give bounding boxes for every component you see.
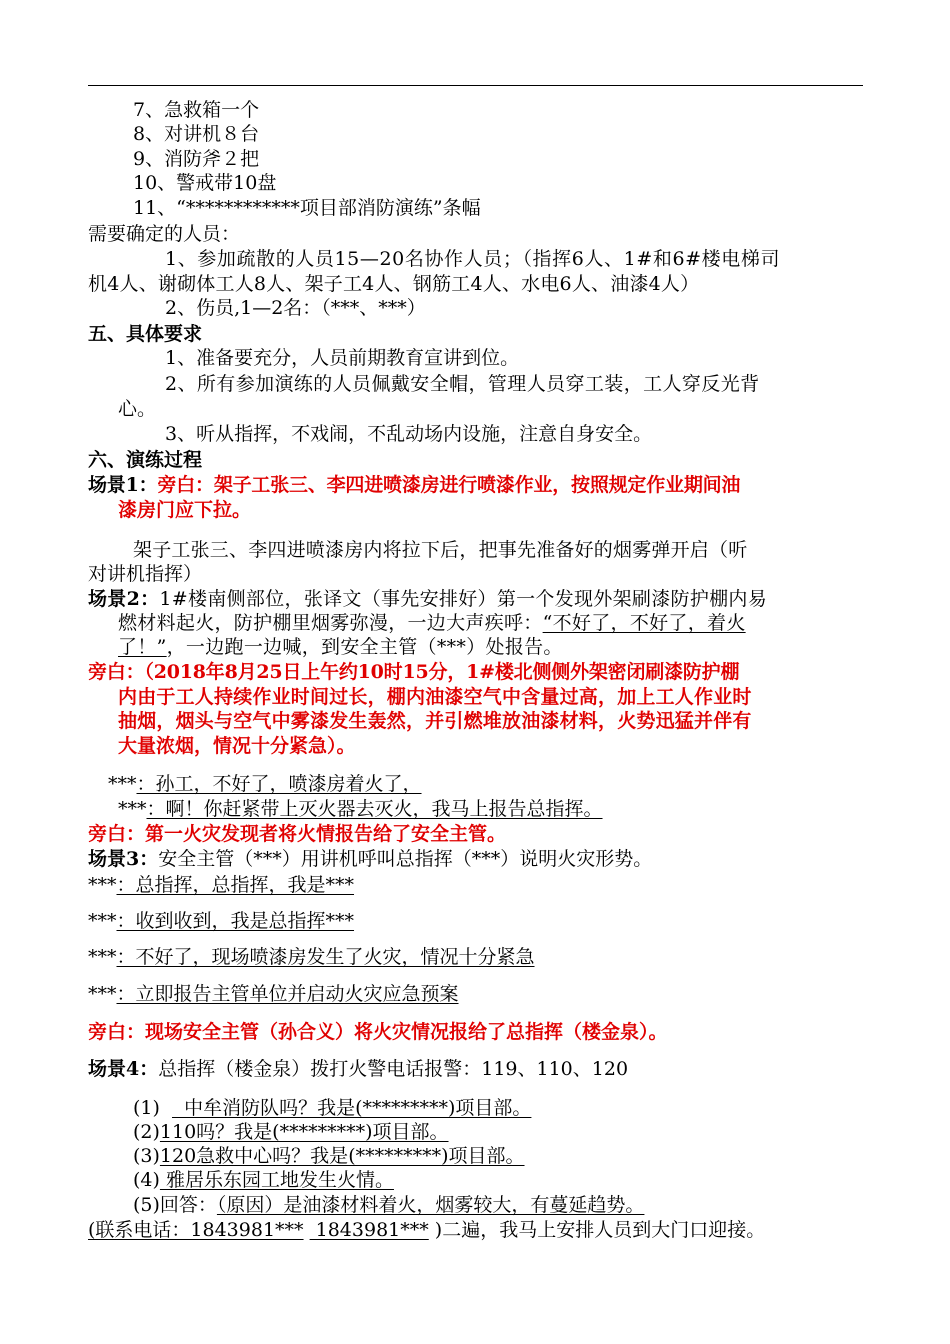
contact-phone: (联系电话：1843981*** (88, 1219, 304, 1241)
scene-4 (88, 1057, 628, 1081)
narration: 抽烟，烟头与空气中雾漆发生轰然，并引燃堆放油漆材料，火势迅猛并伴有 (118, 710, 752, 732)
requirement-item: 心。 (118, 398, 157, 420)
scene-text-part: 燃材料起火，防护棚里烟雾弥漫，一边大声疾呼： (118, 612, 543, 634)
narration: 旁白：（2018年8月25日上午约10时15分，1#楼北侧侧外架密闭刷漆防护棚 (88, 661, 740, 683)
call-number: (4) (133, 1169, 160, 1191)
call-number: (2) (133, 1121, 160, 1143)
section-title: 六、演练过程 (88, 449, 203, 471)
scene-text: 总指挥（楼金泉）拨打火警电话报警：119、110、120 (158, 1058, 629, 1080)
speaker: *** (88, 874, 117, 896)
contact-line (88, 1218, 765, 1242)
call-line (133, 1120, 449, 1144)
speaker: *** (88, 983, 117, 1005)
narration: 内由于工人持续作业时间过长，棚内油漆空气中含量过高，加上工人作业时 (118, 686, 752, 708)
narration: 旁白：第一火灾发现者将火情报告给了安全主管。 (88, 823, 507, 845)
call-text: 120急救中心吗？我是(*********)项目部。 (159, 1145, 525, 1167)
dialogue-text: ：不好了，现场喷漆房发生了火灾，情况十分紧急 (116, 946, 535, 968)
call-line (133, 1096, 531, 1120)
dialogue-text: ：啊！你赶紧带上灭火器去灭火，我马上报告总指挥。 (146, 798, 603, 820)
call-number: (3) (133, 1145, 160, 1167)
call-line (133, 1144, 525, 1168)
section-title: 五、具体要求 (88, 323, 203, 345)
scene-1 (88, 473, 740, 497)
personnel-line: 2、伤员,1—2名：（***、***） (165, 297, 426, 319)
requirement-item: 3、听从指挥，不戏闹，不乱动场内设施，注意自身安全。 (165, 423, 653, 445)
dialogue-line (88, 982, 459, 1006)
call-line (133, 1193, 644, 1217)
scene-3 (88, 847, 652, 871)
header-rule (88, 85, 863, 86)
list-item: 10、警戒带10盘 (133, 172, 277, 194)
scene-label: 场景1： (88, 474, 158, 496)
call-number: (5)回答： (133, 1194, 217, 1216)
scene-label: 场景3： (88, 848, 159, 870)
dialogue-line (88, 909, 354, 933)
speaker: *** (118, 798, 147, 820)
speaker: *** (108, 773, 137, 795)
list-item: 7、急救箱一个 (133, 99, 260, 121)
call-number: (1) (133, 1097, 160, 1119)
call-text: 110吗？我是(*********)项目部。 (159, 1121, 449, 1143)
scene-text-part: ，一边跑一边喊，到安全主管（***）处报告。 (166, 636, 563, 658)
scene-text (118, 611, 746, 635)
personnel-line: 1、参加疏散的人员15—20名协作人员；（指挥6人、1#和6#楼电梯司 (165, 248, 781, 270)
call-line (133, 1168, 394, 1192)
speaker: *** (88, 946, 117, 968)
scene-action: 对讲机指挥） (88, 563, 203, 585)
list-item: 8、对讲机８台 (133, 123, 260, 145)
dialogue-text: ：立即报告主管单位并启动火灾应急预案 (116, 983, 459, 1005)
scene-2 (88, 587, 767, 611)
speaker: *** (88, 910, 117, 932)
scene-action: 架子工张三、李四进喷漆房内将拉下后，把事先准备好的烟雾弹开启（听 (133, 539, 748, 561)
scene-label: 场景4： (88, 1058, 159, 1080)
personnel-heading: 需要确定的人员： (88, 223, 241, 245)
scene-text (118, 635, 563, 659)
narration: 旁白：架子工张三、李四进喷漆房进行喷漆作业，按照规定作业期间油 (157, 474, 741, 496)
list-item: 11、“************项目部消防演练”条幅 (133, 197, 481, 219)
call-text: 雅居乐东园工地发生火情。 (159, 1169, 394, 1191)
dialogue-text: ：总指挥，总指挥，我是*** (116, 874, 355, 896)
call-text: 中牟消防队吗？我是(*********)项目部。 (172, 1097, 532, 1119)
dialogue-line (88, 873, 354, 897)
narration: 大量浓烟，情况十分紧急）。 (118, 735, 356, 757)
scene-quote: 了！” (118, 636, 167, 658)
personnel-line: 机4人、谢砌体工人8人、架子工4人、钢筋工4人、水电6人、油漆4人） (88, 273, 700, 295)
contact-text: )二遍，我马上安排人员到大门口迎接。 (428, 1219, 766, 1241)
dialogue-line (108, 772, 422, 796)
scene-label: 场景2： (88, 588, 160, 610)
contact-phone: 1843981*** (309, 1219, 429, 1241)
dialogue-text: ：孙工，不好了，喷漆房着火了， (136, 773, 422, 795)
requirement-item: 1、准备要充分，人员前期教育宣讲到位。 (165, 347, 520, 369)
narration: 漆房门应下拉。 (118, 499, 252, 521)
dialogue-line (118, 797, 603, 821)
scene-text: 1#楼南侧部位，张译文（事先安排好）第一个发现外架刷漆防护棚内易 (159, 588, 768, 610)
dialogue-text: ：收到收到，我是总指挥*** (116, 910, 355, 932)
scene-quote: “不好了，不好了，着火 (542, 612, 746, 634)
scene-text: 安全主管（***）用讲机呼叫总指挥（***）说明火灾形势。 (158, 848, 653, 870)
requirement-item: 2、所有参加演练的人员佩戴安全帽，管理人员穿工装，工人穿反光背 (165, 373, 760, 395)
call-text: （原因）是油漆材料着火，烟雾较大，有蔓延趋势。 (216, 1194, 645, 1216)
list-item: 9、消防斧２把 (133, 148, 260, 170)
narration: 旁白：现场安全主管（孙合义）将火灾情况报给了总指挥（楼金泉）。 (88, 1021, 668, 1043)
dialogue-line (88, 945, 535, 969)
